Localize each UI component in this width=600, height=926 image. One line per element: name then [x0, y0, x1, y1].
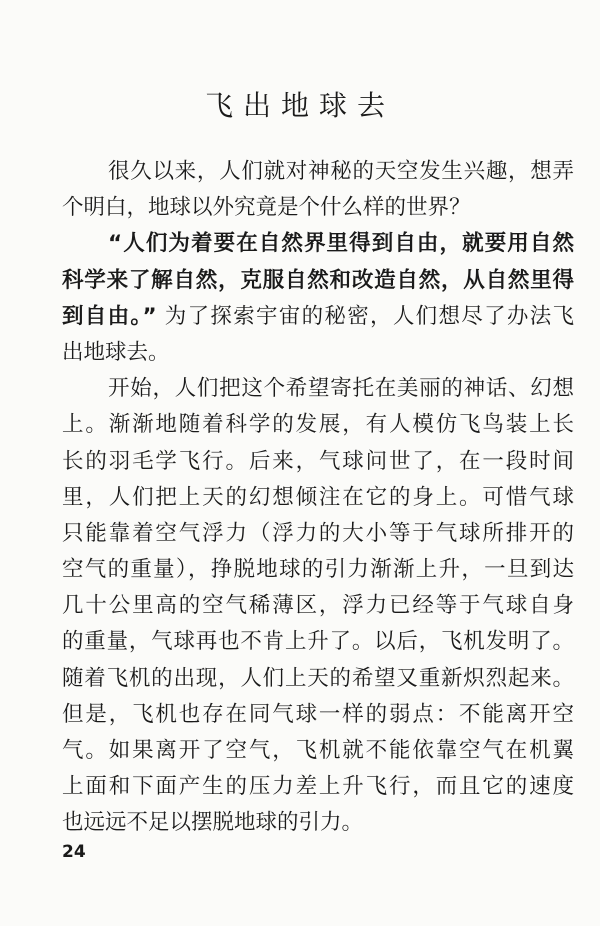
- paragraph-line: 只能靠着空气浮力（浮力的大小等于气球所排开的: [62, 520, 574, 546]
- paragraph-line: 里，人们把上天的幻想倾注在它的身上。可惜气球: [62, 484, 574, 510]
- page-number: 24: [62, 842, 86, 862]
- paragraph-text: 为了探索宇宙的秘密，人们想尽了办法飞: [156, 303, 574, 329]
- paragraph-line: 开始，人们把这个希望寄托在美丽的神话、幻想: [108, 376, 574, 402]
- paragraph-line: 空气的重量），挣脱地球的引力渐渐上升，一旦到达: [62, 557, 574, 583]
- paragraph-line: 个明白，地球以外究竟是个什么样的世界？: [62, 195, 471, 221]
- paragraph-line: 随着飞机的出现，人们上天的希望又重新炽烈起来。: [62, 665, 574, 691]
- paragraph-line: 几十公里高的空气稀薄区，浮力已经等于气球自身: [62, 593, 574, 619]
- paragraph-line: 出地球去。: [62, 339, 170, 365]
- paragraph-line: 气。如果离开了空气，飞机就不能依靠空气在机翼: [62, 738, 574, 763]
- quote-line: 科学来了解自然，克服自然和改造自然，从自然里得: [62, 267, 574, 293]
- quote-line: “人们为着要在自然界里得到自由，就要用自然: [108, 231, 574, 257]
- paragraph-line: 上面和下面产生的压力差上升飞行，而且它的速度: [62, 774, 574, 800]
- paragraph-line: 但是，飞机也存在同气球一样的弱点：不能离开空: [62, 701, 574, 727]
- quote-end: 到自由。”: [62, 303, 157, 329]
- paragraph-line: 也远远不足以摆脱地球的引力。: [62, 810, 364, 836]
- paragraph-line: 长的羽毛学飞行。后来，气球问世了，在一段时间: [62, 448, 574, 474]
- paragraph-line: 的重量，气球再也不肯上升了。以后，飞机发明了。: [62, 629, 574, 655]
- paragraph-line: 很久以来，人们就对神秘的天空发生兴趣，想弄: [108, 159, 574, 184]
- body-text: [62, 154, 574, 842]
- paragraph-line: [62, 299, 574, 335]
- chapter-title: 飞出地球去: [204, 89, 395, 122]
- paragraph-line: 上。渐渐地随着科学的发展，有人模仿飞鸟装上长: [62, 412, 574, 438]
